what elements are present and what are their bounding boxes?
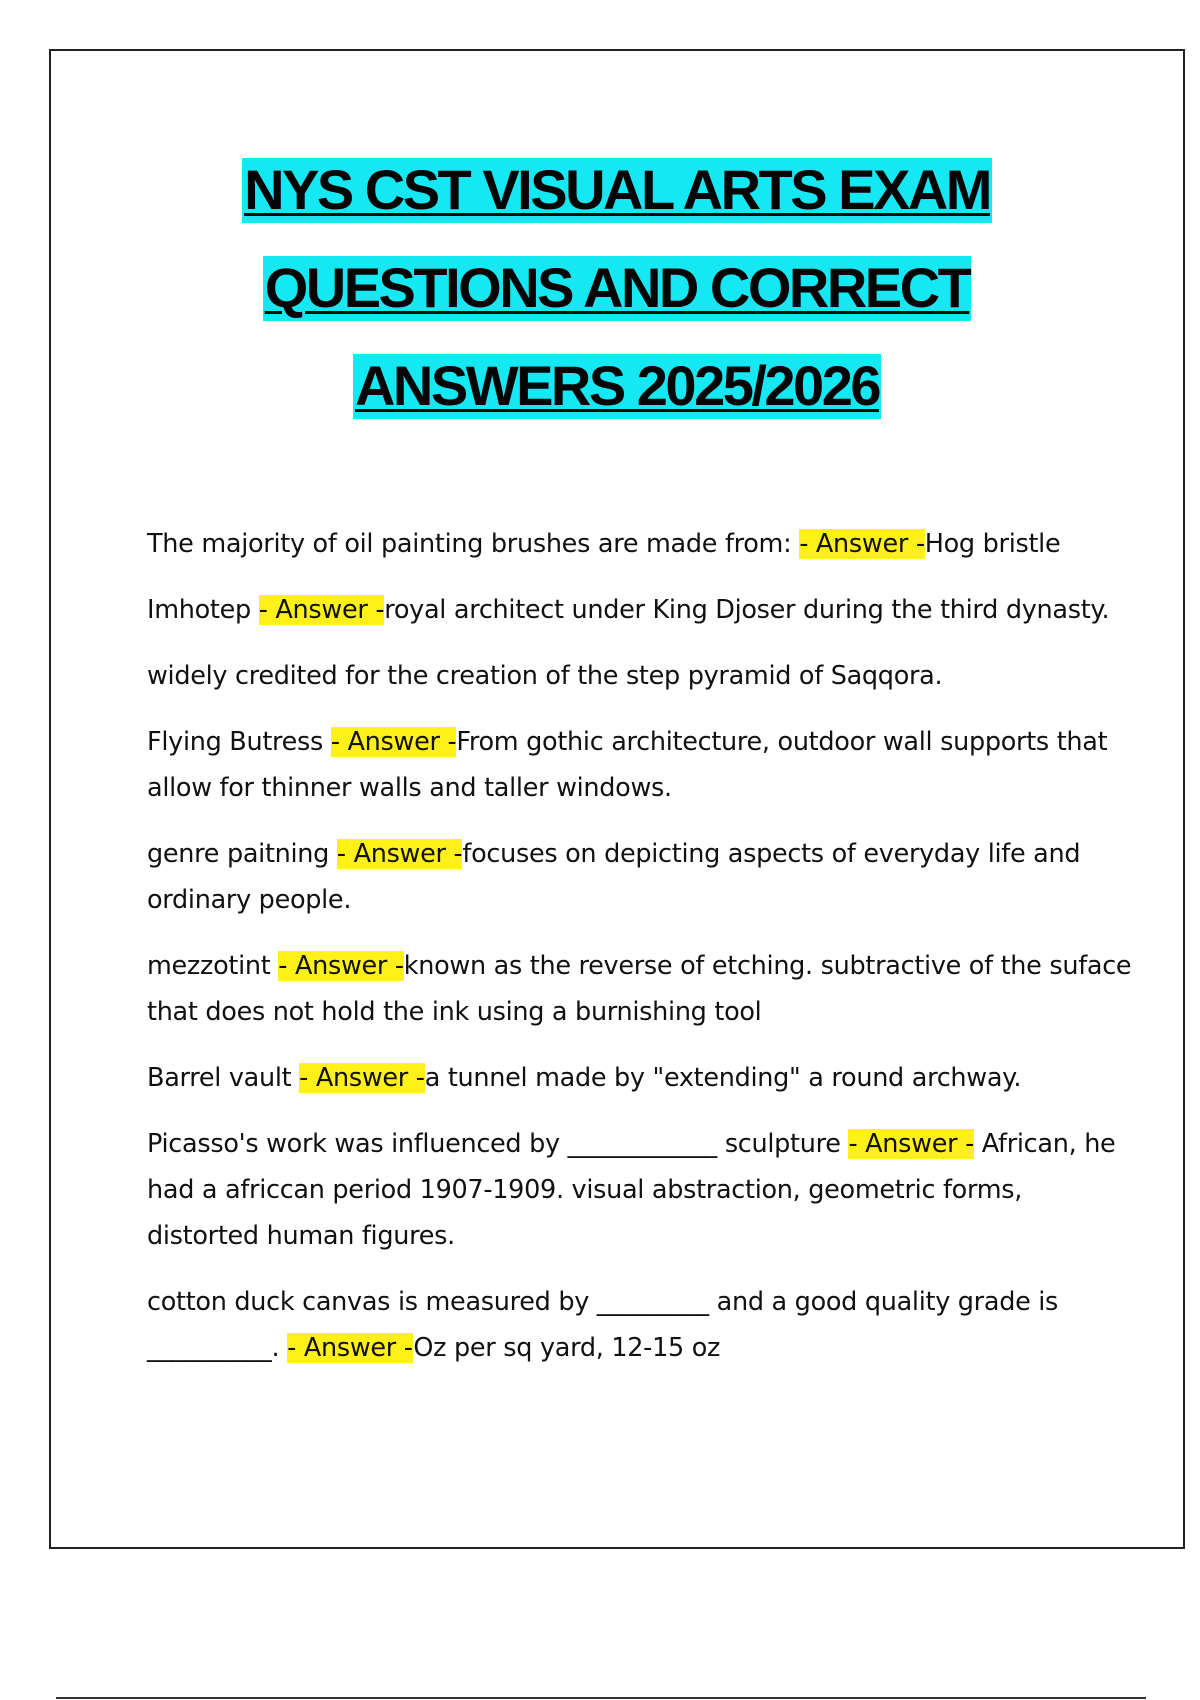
document-title xyxy=(51,141,1183,435)
title-line-2: QUESTIONS AND CORRECT xyxy=(264,256,970,319)
qa-item-genre-painting xyxy=(147,831,1137,923)
question-text: Barrel vault xyxy=(147,1063,300,1093)
answer-text: a tunnel made by "extending" a round archway. xyxy=(424,1063,1022,1093)
page-bottom-divider xyxy=(56,1697,1146,1699)
title-line-1: NYS CST VISUAL ARTS EXAM xyxy=(244,158,990,221)
qa-list xyxy=(147,521,1137,1391)
answer-tag: - Answer - xyxy=(848,1129,974,1159)
answer-tag: - Answer - xyxy=(287,1333,414,1363)
question-text: mezzotint xyxy=(147,951,279,981)
answer-text: From gothic architecture, outdoor wall supports that allow for thinner walls and taller windows. xyxy=(147,727,1108,803)
question-text: Picasso's work was influenced by ____________ sculpture xyxy=(147,1129,849,1159)
page-frame xyxy=(49,49,1185,1549)
question-text: The majority of oil painting brushes are made from: xyxy=(147,529,800,559)
qa-item-imhotep xyxy=(147,587,1137,633)
answer-text: African, he had a africcan period 1907-1909. visual abstraction, geometric forms, distorted human figures. xyxy=(147,1129,1116,1251)
answer-tag: - Answer - xyxy=(336,839,463,869)
answer-tag: - Answer - xyxy=(799,529,925,559)
answer-tag: - Answer - xyxy=(258,595,385,625)
answer-tag: - Answer - xyxy=(299,1063,425,1093)
qa-item-cotton-duck-canvas xyxy=(147,1279,1137,1371)
qa-item-oil-brushes xyxy=(147,521,1137,567)
question-text: Flying Butress xyxy=(147,727,331,757)
question-text: widely credited for the creation of the step pyramid of Saqqora. xyxy=(147,661,943,691)
answer-tag: - Answer - xyxy=(278,951,404,981)
question-text: cotton duck canvas is measured by _________ and a good quality grade is __________. xyxy=(147,1287,1059,1363)
answer-tag: - Answer - xyxy=(330,727,457,757)
qa-item-picasso xyxy=(147,1121,1137,1259)
qa-item-barrel-vault xyxy=(147,1055,1137,1101)
answer-text: Oz per sq yard, 12-15 oz xyxy=(413,1333,721,1363)
answer-text: focuses on depicting aspects of everyday life and ordinary people. xyxy=(147,839,1081,915)
answer-text: known as the reverse of etching. subtractive of the suface that does not hold the ink using a burnishing tool xyxy=(147,951,1132,1027)
question-text: Imhotep xyxy=(147,595,259,625)
answer-text: royal architect under King Djoser during the third dynasty. xyxy=(384,595,1110,625)
qa-item-step-pyramid xyxy=(147,653,1137,699)
question-text: genre paitning xyxy=(147,839,337,869)
qa-item-mezzotint xyxy=(147,943,1137,1035)
qa-item-flying-butress xyxy=(147,719,1137,811)
answer-text: Hog bristle xyxy=(924,529,1061,559)
title-line-3: ANSWERS 2025/2026 xyxy=(354,354,879,417)
